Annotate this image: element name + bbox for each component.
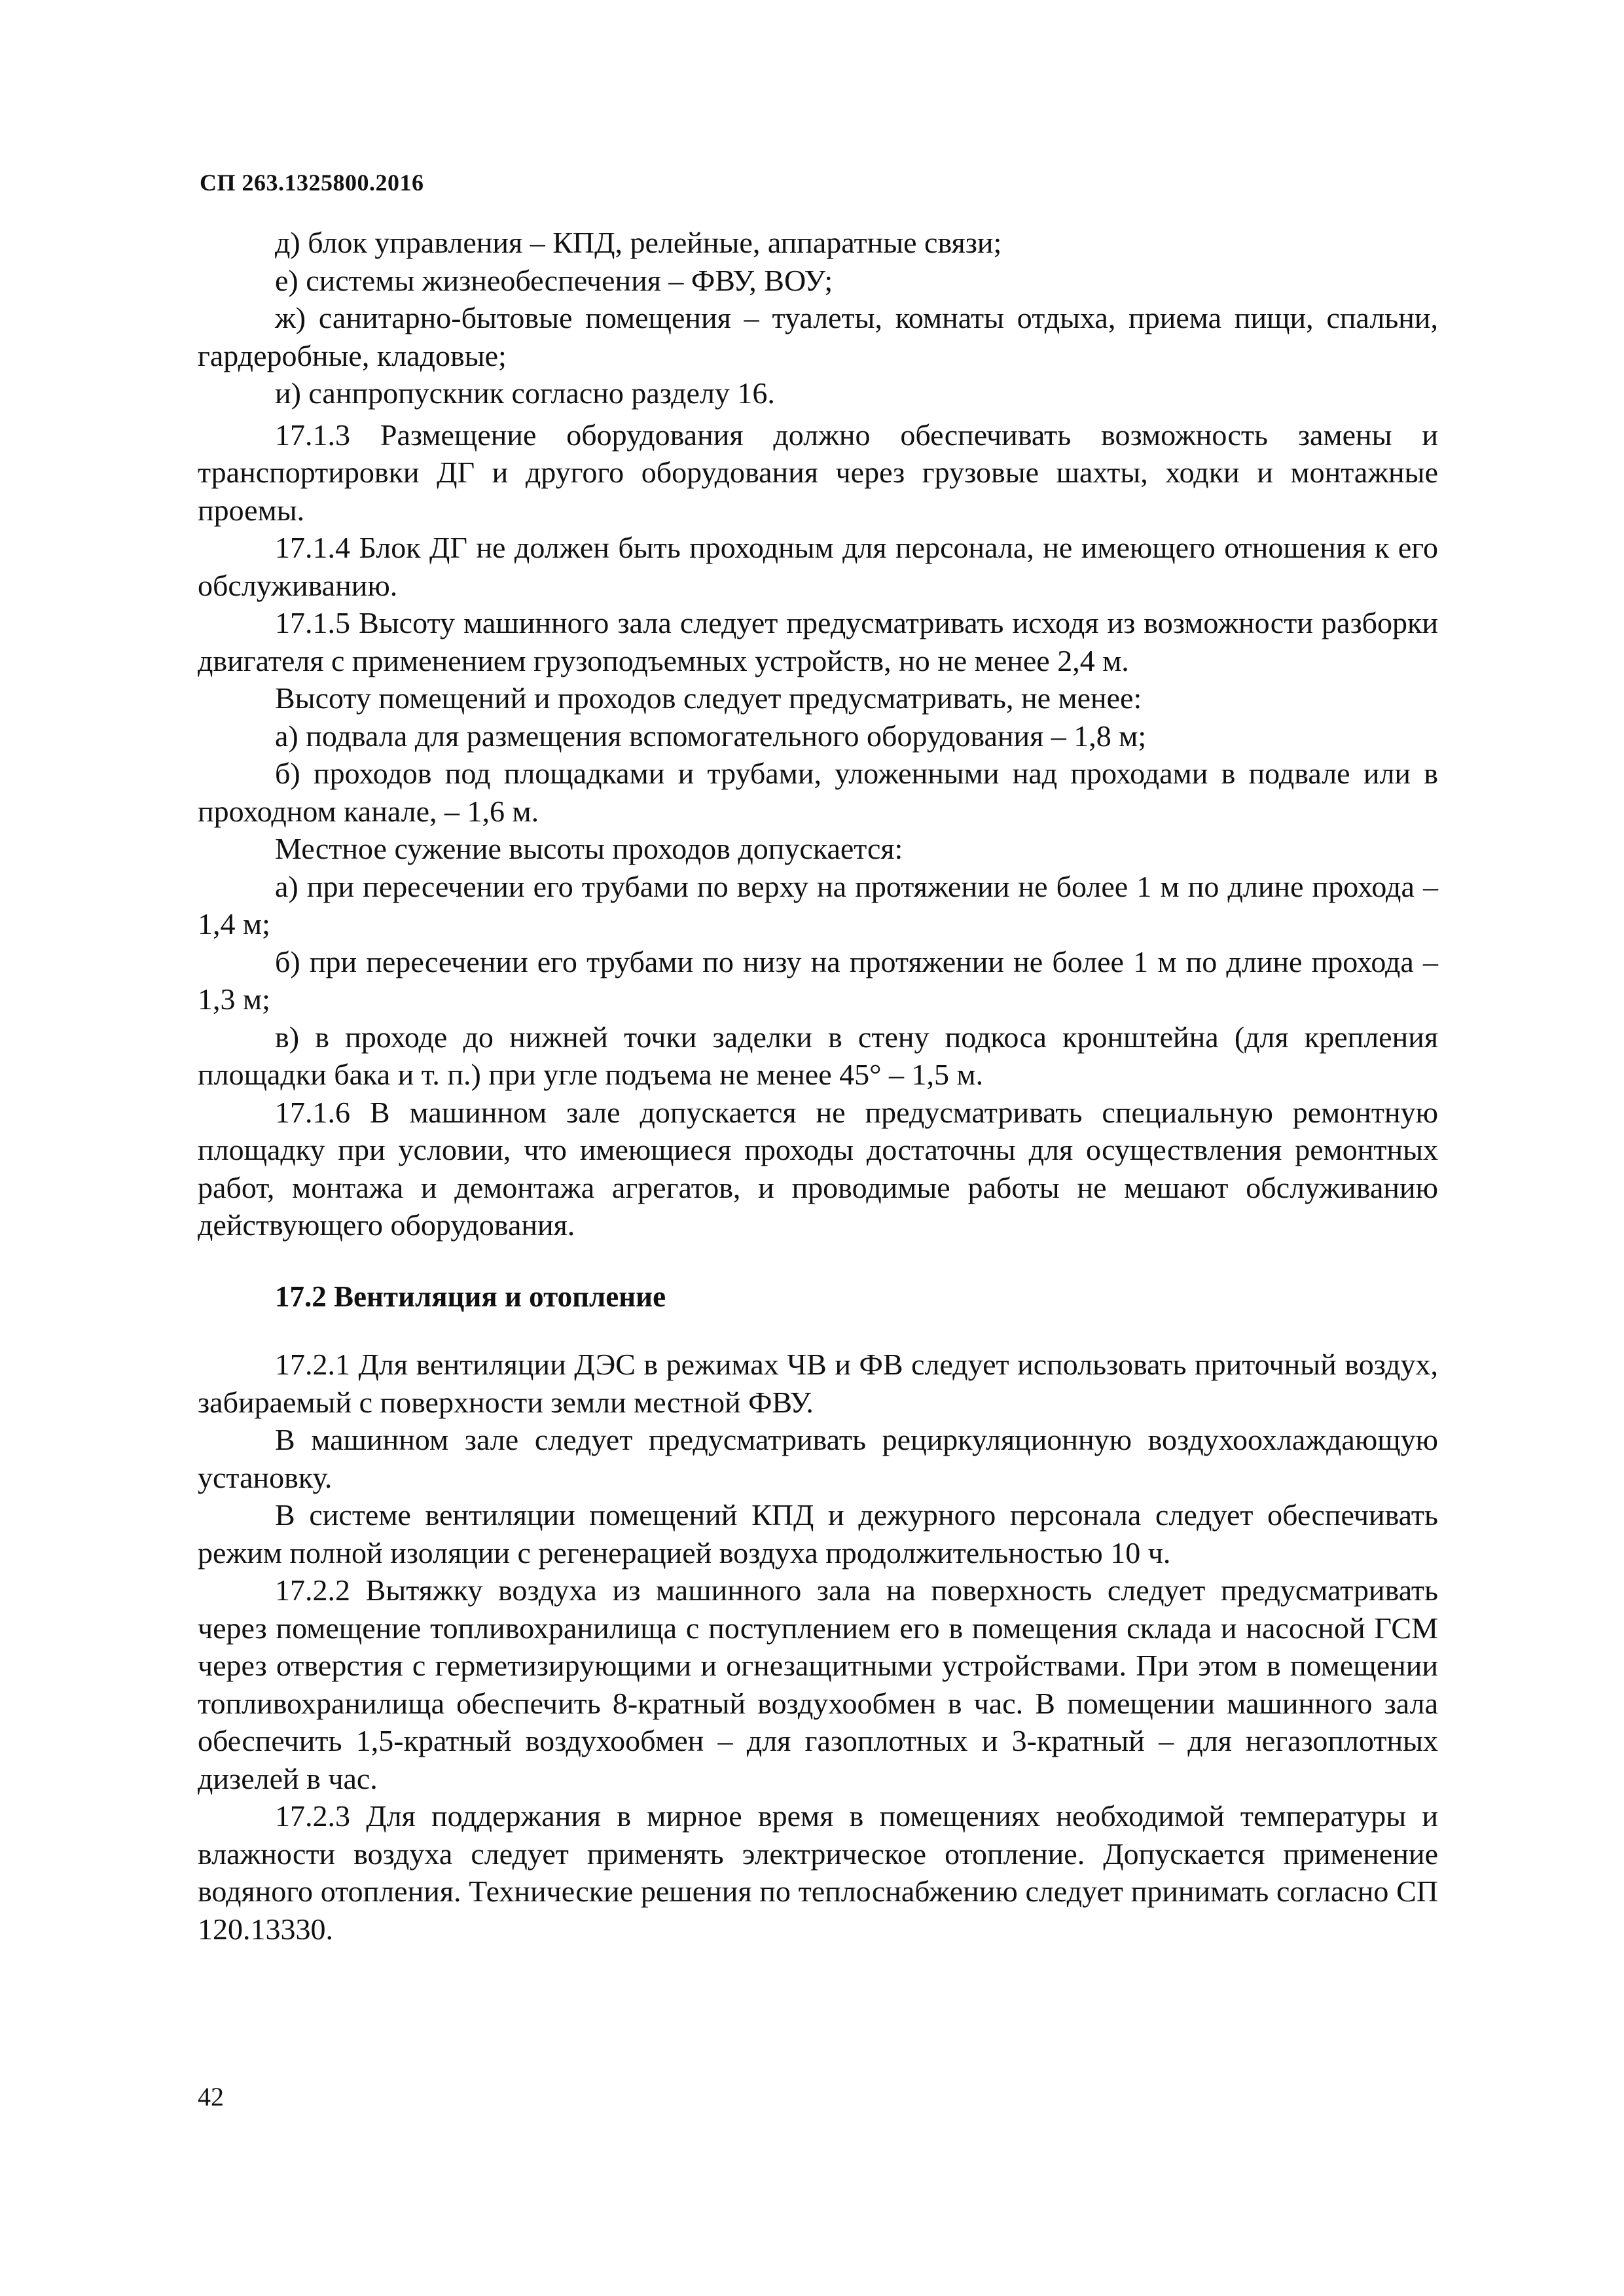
height-item-a: а) подвала для размещения вспомогательного оборудования – 1,8 м;	[275, 719, 1147, 753]
clause-17-2-2: 17.2.2 Вытяжку воздуха из машинного зала на поверхность следует предусматривать через помещение топливохранилища с поступлением его в помещения склада и насосной ГСМ через отверстия с герметизирующими и огнезащитными устройствами. При этом в помещении топливохранилища обеспечить 8-кратный воздухообмен в час. В помещении машинного зала обеспечить 1,5-кратный воздухообмен – для газоплотных и 3-кратный – для негазоплотных дизелей в час.	[198, 1573, 1438, 1795]
section-heading: 17.2 Вентиляция и отопление	[275, 1280, 666, 1313]
page-number: 42	[198, 2082, 224, 2111]
clause-17-1-6: 17.1.6 В машинном зале допускается не предусматривать специальную ремонтную площадку при условии, что имеющиеся проходы достаточны для осуществления ремонтных работ, монтажа и демонтажа агрегатов, и проводимые работы не мешают обслуживанию действующего оборудования.	[198, 1095, 1438, 1242]
clause-17-2-1: 17.2.1 Для вентиляции ДЭС в режимах ЧВ и ФВ следует использовать приточный воздух, забираемый с поверхности земли местной ФВУ.	[198, 1348, 1438, 1419]
list-item-e: е) системы жизнеобеспечения – ФВУ, ВОУ;	[275, 263, 833, 297]
narrowing-intro: Местное сужение высоты проходов допускается:	[275, 832, 903, 865]
isolation-mode-paragraph: В системе вентиляции помещений КПД и дежурного персонала следует обеспечивать режим полной изоляции с регенерацией воздуха продолжительностью 10 ч.	[198, 1498, 1438, 1570]
clause-17-1-3: 17.1.3 Размещение оборудования должно обеспечивать возможность замены и транспортировки ДГ и другого оборудования через грузовые шахты, ходки и монтажные проемы.	[198, 418, 1438, 527]
list-item-d: д) блок управления – КПД, релейные, аппаратные связи;	[275, 226, 1002, 259]
document-code-header: СП 263.1325800.2016	[200, 170, 424, 196]
height-requirements-intro: Высоту помещений и проходов следует предусматривать, не менее:	[275, 681, 1142, 715]
narrowing-item-a: а) при пересечении его трубами по верху на протяжении не более 1 м по длине прохода – 1,4 м;	[198, 869, 1438, 941]
clause-17-2-3: 17.2.3 Для поддержания в мирное время в помещениях необходимой температуры и влажности воздуха следует применять электрическое отопление. Допускается применение водяного отопления. Технические решения по теплоснабжению следует принимать согласно СП 120.13330.	[198, 1799, 1438, 1946]
list-item-zh: ж) санитарно-бытовые помещения – туалеты, комнаты отдыха, приема пищи, спальни, гардеробные, кладовые;	[198, 301, 1438, 372]
recirculation-paragraph: В машинном зале следует предусматривать рециркуляционную воздухоохлаждающую установку.	[198, 1423, 1438, 1494]
document-body	[198, 224, 1438, 1948]
narrowing-item-v: в) в проходе до нижней точки заделки в стену подкоса кронштейна (для крепления площадки бака и т. п.) при угле подъема не менее 45° – 1,5 м.	[198, 1020, 1438, 1091]
clause-17-1-4: 17.1.4 Блок ДГ не должен быть проходным для персонала, не имеющего отношения к его обслуживанию.	[198, 531, 1438, 602]
height-item-b: б) проходов под площадками и трубами, уложенными над проходами в подвале или в проходном канале, – 1,6 м.	[198, 757, 1438, 828]
list-item-i: и) санпропускник согласно разделу 16.	[275, 376, 775, 410]
clause-17-1-5: 17.1.5 Высоту машинного зала следует предусматривать исходя из возможности разборки двигателя с применением грузоподъемных устройств, но не менее 2,4 м.	[198, 606, 1438, 677]
narrowing-item-b: б) при пересечении его трубами по низу на протяжении не более 1 м по длине прохода – 1,3 м;	[198, 944, 1438, 1016]
